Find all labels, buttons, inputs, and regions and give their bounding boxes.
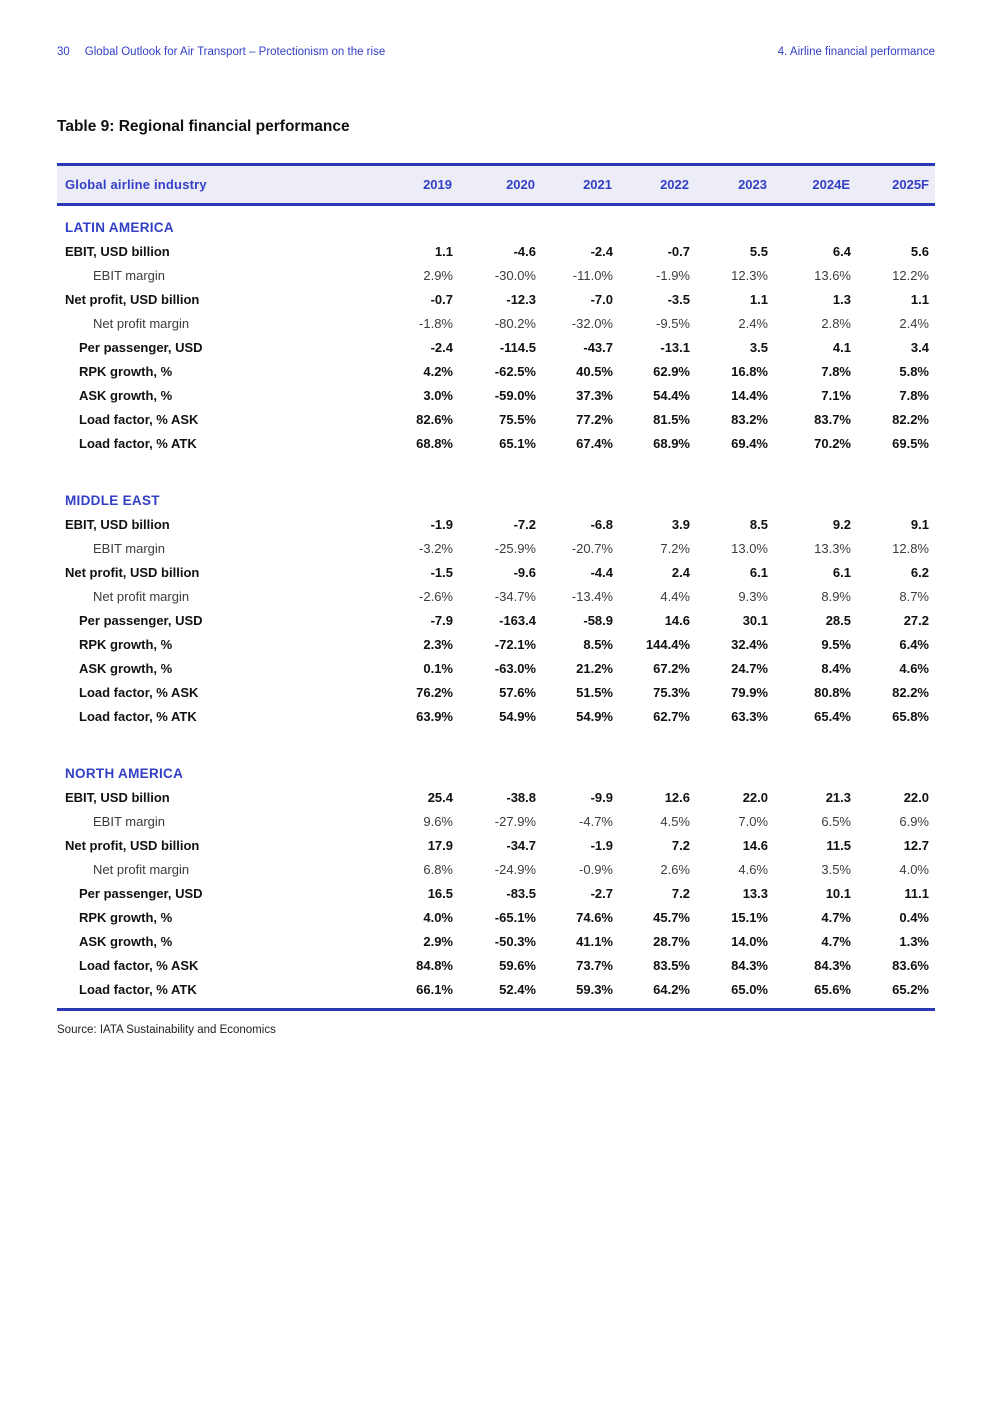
year-column-header: 2021 bbox=[536, 165, 613, 205]
row-label: ASK growth, % bbox=[79, 661, 173, 676]
table-row bbox=[57, 537, 935, 561]
row-value: -30.0% bbox=[494, 268, 536, 283]
row-value: 4.7% bbox=[821, 934, 851, 949]
row-value: 22.0 bbox=[903, 790, 929, 805]
row-value: 83.2% bbox=[731, 412, 768, 427]
row-value: 62.7% bbox=[653, 709, 690, 724]
row-value: 22.0 bbox=[742, 790, 768, 805]
row-value: 12.7 bbox=[903, 838, 929, 853]
row-label: RPK growth, % bbox=[79, 910, 173, 925]
row-value: 57.6% bbox=[499, 685, 536, 700]
row-value: 4.6% bbox=[899, 661, 929, 676]
row-value: -24.9% bbox=[494, 862, 536, 877]
row-value: 73.7% bbox=[576, 958, 613, 973]
row-value: 1.3% bbox=[899, 934, 929, 949]
page-header bbox=[57, 46, 935, 58]
row-value: 37.3% bbox=[576, 388, 613, 403]
row-value: -4.6 bbox=[513, 244, 536, 259]
row-value: 16.5 bbox=[427, 886, 453, 901]
row-value: 67.4% bbox=[576, 436, 613, 451]
row-value: 27.2 bbox=[903, 613, 929, 628]
row-value: -43.7 bbox=[583, 340, 613, 355]
row-value: -6.8 bbox=[590, 517, 613, 532]
row-value: 4.4% bbox=[660, 589, 690, 604]
row-value: 6.5% bbox=[821, 814, 851, 829]
row-label: Net profit, USD billion bbox=[65, 292, 200, 307]
row-value: 6.1 bbox=[832, 565, 851, 580]
row-value: -58.9 bbox=[583, 613, 613, 628]
row-value: 28.5 bbox=[825, 613, 851, 628]
row-value: 67.2% bbox=[653, 661, 690, 676]
row-label: Per passenger, USD bbox=[79, 886, 203, 901]
row-value: 76.2% bbox=[416, 685, 453, 700]
row-value: 2.4 bbox=[671, 565, 690, 580]
row-value: 16.8% bbox=[731, 364, 768, 379]
row-value: 1.1 bbox=[434, 244, 453, 259]
row-value: 4.1 bbox=[832, 340, 851, 355]
row-value: 13.3% bbox=[814, 541, 851, 556]
row-label: ASK growth, % bbox=[79, 934, 173, 949]
row-value: 64.2% bbox=[653, 982, 690, 997]
table-row bbox=[57, 882, 935, 906]
row-value: 3.0% bbox=[423, 388, 453, 403]
report-title: Global Outlook for Air Transport – Protectionism on the rise bbox=[84, 46, 386, 58]
row-value: 2.9% bbox=[423, 934, 453, 949]
row-label: RPK growth, % bbox=[79, 364, 173, 379]
row-label: Net profit, USD billion bbox=[65, 565, 200, 580]
row-value: 41.1% bbox=[576, 934, 613, 949]
row-value: 24.7% bbox=[731, 661, 768, 676]
row-value: 63.9% bbox=[416, 709, 453, 724]
row-value: 8.5 bbox=[749, 517, 768, 532]
row-value: 4.2% bbox=[423, 364, 453, 379]
row-value: -65.1% bbox=[494, 910, 536, 925]
row-value: -9.5% bbox=[656, 316, 690, 331]
row-value: 52.4% bbox=[499, 982, 536, 997]
row-value: 59.6% bbox=[499, 958, 536, 973]
row-value: 7.2 bbox=[671, 838, 690, 853]
row-value: 5.8% bbox=[899, 364, 929, 379]
row-value: 14.6 bbox=[742, 838, 768, 853]
row-value: 68.8% bbox=[416, 436, 453, 451]
row-value: 30.1 bbox=[742, 613, 768, 628]
row-value: -32.0% bbox=[571, 316, 613, 331]
table-row bbox=[57, 657, 935, 681]
row-value: 40.5% bbox=[576, 364, 613, 379]
row-value: 2.3% bbox=[423, 637, 453, 652]
row-value: -0.7 bbox=[430, 292, 453, 307]
row-value: 13.3 bbox=[742, 886, 768, 901]
row-value: 6.4 bbox=[832, 244, 851, 259]
row-value: -2.4 bbox=[430, 340, 453, 355]
row-value: -163.4 bbox=[499, 613, 536, 628]
row-value: -13.4% bbox=[571, 589, 613, 604]
table-row bbox=[57, 609, 935, 633]
row-value: 1.3 bbox=[832, 292, 851, 307]
row-label: EBIT, USD billion bbox=[65, 790, 170, 805]
row-value: 7.2 bbox=[671, 886, 690, 901]
row-value: -1.5 bbox=[430, 565, 453, 580]
row-value: -25.9% bbox=[494, 541, 536, 556]
row-value: -13.1 bbox=[660, 340, 690, 355]
table-row bbox=[57, 288, 935, 312]
row-value: -50.3% bbox=[494, 934, 536, 949]
row-value: 45.7% bbox=[653, 910, 690, 925]
row-value: 74.6% bbox=[576, 910, 613, 925]
row-value: 65.2% bbox=[892, 982, 929, 997]
row-value: -0.9% bbox=[579, 862, 613, 877]
row-value: 84.3% bbox=[731, 958, 768, 973]
row-value: -4.4 bbox=[590, 565, 613, 580]
table-row bbox=[57, 240, 935, 264]
row-value: -4.7% bbox=[579, 814, 613, 829]
table-header-row bbox=[57, 165, 935, 205]
row-value: 82.6% bbox=[416, 412, 453, 427]
row-value: 3.5 bbox=[749, 340, 768, 355]
row-value: 7.2% bbox=[660, 541, 690, 556]
row-value: 83.5% bbox=[653, 958, 690, 973]
row-value: 81.5% bbox=[653, 412, 690, 427]
row-label: RPK growth, % bbox=[79, 637, 173, 652]
row-value: 4.6% bbox=[738, 862, 768, 877]
row-value: 4.7% bbox=[821, 910, 851, 925]
row-value: -3.5 bbox=[667, 292, 690, 307]
row-value: 1.1 bbox=[910, 292, 929, 307]
row-label: Net profit margin bbox=[93, 316, 190, 331]
row-value: 66.1% bbox=[416, 982, 453, 997]
row-label: EBIT, USD billion bbox=[65, 244, 170, 259]
row-value: -34.7% bbox=[494, 589, 536, 604]
row-value: -11.0% bbox=[572, 268, 613, 283]
row-value: -7.0 bbox=[590, 292, 613, 307]
section-header: LATIN AMERICA bbox=[65, 220, 174, 235]
row-value: 7.8% bbox=[899, 388, 929, 403]
row-value: 77.2% bbox=[576, 412, 613, 427]
row-value: 65.1% bbox=[499, 436, 536, 451]
row-value: 5.6 bbox=[910, 244, 929, 259]
row-value: -9.6 bbox=[513, 565, 536, 580]
row-value: 2.6% bbox=[660, 862, 690, 877]
row-value: -0.7 bbox=[667, 244, 690, 259]
row-value: 6.1 bbox=[749, 565, 768, 580]
section-header: NORTH AMERICA bbox=[65, 766, 184, 781]
year-column-header: 2023 bbox=[690, 165, 768, 205]
row-value: 32.4% bbox=[731, 637, 768, 652]
row-value: -59.0% bbox=[494, 388, 536, 403]
table-row bbox=[57, 786, 935, 810]
section-row bbox=[57, 729, 935, 786]
row-value: -62.5% bbox=[494, 364, 536, 379]
row-value: 7.8% bbox=[821, 364, 851, 379]
row-value: -38.8 bbox=[506, 790, 536, 805]
row-value: 2.4% bbox=[738, 316, 768, 331]
row-value: -72.1% bbox=[494, 637, 536, 652]
row-value: -1.9% bbox=[656, 268, 690, 283]
page-number: 30 bbox=[57, 46, 70, 58]
row-value: 7.1% bbox=[821, 388, 851, 403]
regional-financial-table bbox=[57, 163, 935, 1011]
section-header: MIDDLE EAST bbox=[65, 493, 160, 508]
row-value: -2.4 bbox=[590, 244, 613, 259]
row-value: 54.4% bbox=[653, 388, 690, 403]
row-value: 13.6% bbox=[814, 268, 851, 283]
row-value: 2.8% bbox=[821, 316, 851, 331]
table-row bbox=[57, 408, 935, 432]
row-value: 8.9% bbox=[821, 589, 851, 604]
row-label: Load factor, % ASK bbox=[79, 412, 199, 427]
row-value: 65.4% bbox=[814, 709, 851, 724]
row-value: 0.1% bbox=[423, 661, 453, 676]
row-value: 9.6% bbox=[423, 814, 453, 829]
table-row bbox=[57, 954, 935, 978]
year-column-header: 2022 bbox=[613, 165, 690, 205]
table-row bbox=[57, 930, 935, 954]
row-value: 14.6 bbox=[664, 613, 690, 628]
row-value: 21.2% bbox=[576, 661, 613, 676]
row-value: -2.7 bbox=[590, 886, 613, 901]
row-value: -2.6% bbox=[419, 589, 453, 604]
row-value: 65.6% bbox=[814, 982, 851, 997]
row-value: 6.9% bbox=[899, 814, 929, 829]
row-label: ASK growth, % bbox=[79, 388, 173, 403]
row-value: 2.4% bbox=[899, 316, 929, 331]
table-row bbox=[57, 360, 935, 384]
row-value: 63.3% bbox=[731, 709, 768, 724]
table-caption: Table 9: Regional financial performance bbox=[57, 118, 350, 135]
row-value: 83.7% bbox=[814, 412, 851, 427]
row-value: 8.7% bbox=[899, 589, 929, 604]
row-value: 84.3% bbox=[814, 958, 851, 973]
row-value: 13.0% bbox=[731, 541, 768, 556]
year-column-header: 2025F bbox=[851, 165, 935, 205]
row-value: -7.2 bbox=[513, 517, 536, 532]
row-value: -63.0% bbox=[494, 661, 536, 676]
row-value: 6.4% bbox=[899, 637, 929, 652]
row-label: Load factor, % ASK bbox=[79, 958, 199, 973]
row-label: EBIT margin bbox=[93, 814, 166, 829]
section-row bbox=[57, 456, 935, 513]
row-value: 65.0% bbox=[731, 982, 768, 997]
table-row bbox=[57, 858, 935, 882]
table-row bbox=[57, 585, 935, 609]
row-value: 80.8% bbox=[814, 685, 851, 700]
row-label: Net profit, USD billion bbox=[65, 838, 200, 853]
row-value: -114.5 bbox=[499, 340, 536, 355]
table-row bbox=[57, 432, 935, 456]
row-value: -12.3 bbox=[506, 292, 536, 307]
table-row bbox=[57, 906, 935, 930]
row-value: 7.0% bbox=[738, 814, 768, 829]
row-value: 83.6% bbox=[892, 958, 929, 973]
row-value: 6.2 bbox=[910, 565, 929, 580]
row-label: Load factor, % ATK bbox=[79, 709, 197, 724]
row-value: 82.2% bbox=[892, 685, 929, 700]
row-value: 84.8% bbox=[416, 958, 453, 973]
row-value: -3.2% bbox=[419, 541, 453, 556]
row-label: Load factor, % ASK bbox=[79, 685, 199, 700]
row-value: 79.9% bbox=[731, 685, 768, 700]
row-value: 6.8% bbox=[423, 862, 453, 877]
row-value: 2.9% bbox=[423, 268, 453, 283]
row-value: 28.7% bbox=[653, 934, 690, 949]
row-value: -9.9 bbox=[590, 790, 613, 805]
row-value: 9.3% bbox=[738, 589, 768, 604]
row-value: 69.4% bbox=[731, 436, 768, 451]
row-value: -80.2% bbox=[494, 316, 536, 331]
row-value: 5.5 bbox=[749, 244, 768, 259]
row-value: 12.6 bbox=[664, 790, 690, 805]
row-value: 8.4% bbox=[821, 661, 851, 676]
row-label: Per passenger, USD bbox=[79, 340, 203, 355]
chapter-title: 4. Airline financial performance bbox=[777, 46, 935, 58]
page-header-left bbox=[57, 46, 385, 58]
row-value: 9.2 bbox=[832, 517, 851, 532]
table-row bbox=[57, 336, 935, 360]
row-value: 69.5% bbox=[892, 436, 929, 451]
row-label: Per passenger, USD bbox=[79, 613, 203, 628]
year-column-header: 2019 bbox=[373, 165, 453, 205]
row-label: Net profit margin bbox=[93, 589, 190, 604]
row-value: 14.0% bbox=[731, 934, 768, 949]
row-value: -1.8% bbox=[419, 316, 453, 331]
row-value: 1.1 bbox=[749, 292, 768, 307]
row-value: -7.9 bbox=[430, 613, 453, 628]
row-value: 9.1 bbox=[910, 517, 929, 532]
row-value: 8.5% bbox=[583, 637, 613, 652]
row-value: 3.9 bbox=[671, 517, 690, 532]
row-value: 68.9% bbox=[653, 436, 690, 451]
row-value: -83.5 bbox=[506, 886, 536, 901]
table-row bbox=[57, 834, 935, 858]
row-value: 4.5% bbox=[660, 814, 690, 829]
row-value: 75.3% bbox=[653, 685, 690, 700]
row-value: 65.8% bbox=[892, 709, 929, 724]
row-value: 82.2% bbox=[892, 412, 929, 427]
table-row bbox=[57, 810, 935, 834]
row-value: 10.1 bbox=[825, 886, 851, 901]
row-value: 54.9% bbox=[499, 709, 536, 724]
table-row bbox=[57, 384, 935, 408]
row-value: -20.7% bbox=[571, 541, 613, 556]
table-row bbox=[57, 705, 935, 729]
row-value: -27.9% bbox=[494, 814, 536, 829]
row-value: -1.9 bbox=[430, 517, 453, 532]
table-header-label: Global airline industry bbox=[57, 165, 373, 205]
table-row bbox=[57, 264, 935, 288]
row-value: 17.9 bbox=[427, 838, 453, 853]
row-value: 12.2% bbox=[892, 268, 929, 283]
row-value: 14.4% bbox=[731, 388, 768, 403]
table-row bbox=[57, 978, 935, 1010]
source-note: Source: IATA Sustainability and Economics bbox=[57, 1024, 276, 1036]
row-value: 15.1% bbox=[731, 910, 768, 925]
row-label: EBIT margin bbox=[93, 541, 166, 556]
row-value: 75.5% bbox=[499, 412, 536, 427]
row-value: 54.9% bbox=[576, 709, 613, 724]
row-value: 11.1 bbox=[904, 886, 929, 901]
row-value: 4.0% bbox=[423, 910, 453, 925]
row-value: 144.4% bbox=[645, 637, 690, 652]
row-value: -34.7 bbox=[506, 838, 536, 853]
row-value: 51.5% bbox=[576, 685, 613, 700]
row-value: 25.4 bbox=[427, 790, 453, 805]
table-row bbox=[57, 561, 935, 585]
row-value: 0.4% bbox=[899, 910, 929, 925]
table-row bbox=[57, 681, 935, 705]
row-value: 12.3% bbox=[731, 268, 768, 283]
row-label: Load factor, % ATK bbox=[79, 436, 197, 451]
row-label: EBIT margin bbox=[93, 268, 166, 283]
table-row bbox=[57, 312, 935, 336]
table-row bbox=[57, 513, 935, 537]
section-row bbox=[57, 205, 935, 241]
table-row bbox=[57, 633, 935, 657]
row-label: Load factor, % ATK bbox=[79, 982, 197, 997]
row-value: 4.0% bbox=[899, 862, 929, 877]
row-value: 12.8% bbox=[892, 541, 929, 556]
row-value: 62.9% bbox=[653, 364, 690, 379]
year-column-header: 2020 bbox=[453, 165, 536, 205]
row-value: 11.5 bbox=[826, 838, 851, 853]
row-value: 9.5% bbox=[821, 637, 851, 652]
row-value: 3.5% bbox=[821, 862, 851, 877]
row-value: 59.3% bbox=[576, 982, 613, 997]
row-value: 70.2% bbox=[814, 436, 851, 451]
row-value: -1.9 bbox=[590, 838, 613, 853]
row-value: 21.3 bbox=[825, 790, 851, 805]
row-value: 3.4 bbox=[910, 340, 929, 355]
year-column-header: 2024E bbox=[768, 165, 851, 205]
row-label: EBIT, USD billion bbox=[65, 517, 170, 532]
row-label: Net profit margin bbox=[93, 862, 190, 877]
